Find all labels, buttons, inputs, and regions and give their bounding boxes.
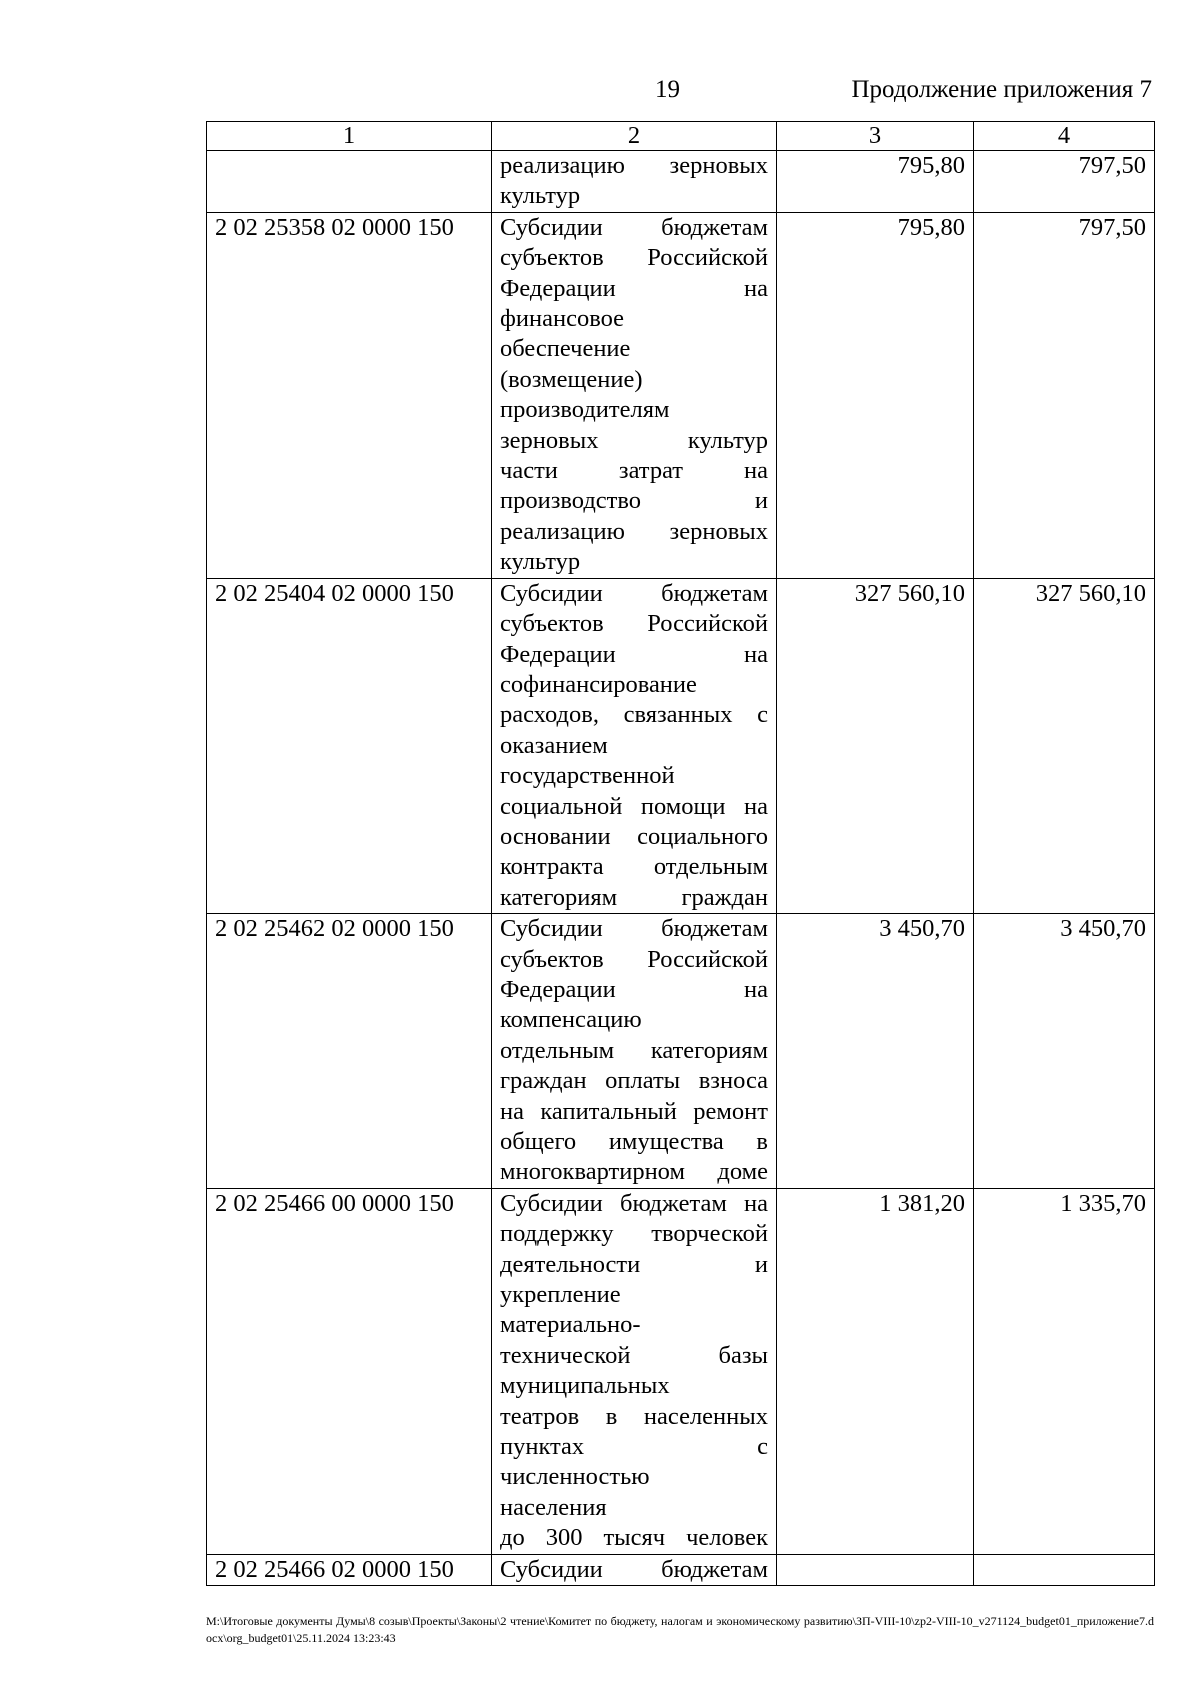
amount-col3-cell [777,1554,974,1585]
description-line: производство и [500,487,768,515]
description-line: на капитальный ремонт [500,1097,768,1125]
description-line: Федерации на [500,975,768,1003]
description-line: контракта отдельным [500,853,768,881]
amount-col4-cell: 327 560,10 [974,578,1155,913]
amount-col3-cell: 327 560,10 [777,578,974,913]
description-cell [492,1188,777,1554]
description-line: пунктах с [500,1433,768,1461]
description-line: расходов, связанных с [500,701,768,729]
amount-col4-cell: 1 335,70 [974,1188,1155,1554]
description-line: оказанием [500,731,608,759]
description-line: субъектов Российской [500,244,768,272]
amount-col4-cell [974,1554,1155,1585]
description-line: зерновых культур [500,426,768,454]
description-line: численностью [500,1463,650,1491]
amount-col4-cell: 797,50 [974,151,1155,213]
description-line: компенсацию [500,1006,642,1034]
description-line: Субсидии бюджетам [500,1555,768,1583]
description-line: субъектов Российской [500,610,768,638]
amount-col4-cell: 797,50 [974,212,1155,578]
table-row [207,212,1155,578]
description-line: населения [500,1493,607,1521]
description-line: части затрат на [500,457,768,485]
description-line: (возмещение) [500,365,643,393]
budget-code-cell: 2 02 25404 02 0000 150 [207,578,492,913]
description-line: производителям [500,396,670,424]
budget-code-cell: 2 02 25466 00 0000 150 [207,1188,492,1554]
table-header-row [207,122,1155,151]
description-line: софинансирование [500,670,697,698]
description-line: поддержку творческой [500,1220,768,1248]
description-line: Федерации на [500,640,768,668]
document-path-footer: M:\Итоговые документы Думы\8 созыв\Проекты\Законы\2 чтение\Комитет по бюджету, налогам и экономическому развитию\ЗП-VIII-10\zp2-VIII-10_v271124_budget01_приложение7.docx\org_budget01\25.11.2024 13:23:43 [206,1614,1154,1645]
table-body [207,151,1155,1586]
table-row [207,578,1155,913]
description-line: Субсидии бюджетам [500,915,768,943]
table-row [207,914,1155,1189]
column-header-4: 4 [974,122,1155,151]
amount-col3-cell: 1 381,20 [777,1188,974,1554]
description-line: муниципальных [500,1372,670,1400]
description-line: театров в населенных [500,1402,768,1430]
column-header-2: 2 [492,122,777,151]
description-line: основании социального [500,822,768,850]
amount-col4-cell: 3 450,70 [974,914,1155,1189]
description-line: до 300 тысяч человек [500,1524,768,1552]
amount-col3-cell: 3 450,70 [777,914,974,1189]
description-line: граждан оплаты взноса [500,1067,768,1095]
table-row [207,1188,1155,1554]
description-line: культур [500,182,581,210]
description-line: Субсидии бюджетам на [500,1189,768,1217]
continuation-title: Продолжение приложения 7 [851,76,1152,103]
page-number: 19 [655,76,680,103]
budget-code-cell: 2 02 25358 02 0000 150 [207,212,492,578]
budget-table [206,121,1155,1586]
description-line: финансовое [500,305,625,333]
description-line: субъектов Российской [500,945,768,973]
description-cell [492,212,777,578]
description-cell [492,578,777,913]
description-line: укрепление [500,1281,621,1309]
description-line: технической базы [500,1341,768,1369]
description-line: культур [500,548,581,576]
description-line: отдельным категориям [500,1036,768,1064]
column-header-3: 3 [777,122,974,151]
description-cell [492,1554,777,1585]
table-row [207,151,1155,213]
description-line: категориям граждан [500,883,768,911]
amount-col3-cell: 795,80 [777,151,974,213]
budget-code-cell: 2 02 25466 02 0000 150 [207,1554,492,1585]
description-line: многоквартирном доме [500,1158,768,1186]
description-line: материально- [500,1311,641,1339]
budget-code-cell: 2 02 25462 02 0000 150 [207,914,492,1189]
description-cell [492,914,777,1189]
description-line: реализацию зерновых [500,517,768,545]
description-line: государственной [500,762,675,790]
description-line: деятельности и [500,1250,768,1278]
description-cell [492,151,777,213]
description-line: социальной помощи на [500,792,768,820]
budget-code-cell [207,151,492,213]
column-header-1: 1 [207,122,492,151]
description-line: реализацию зерновых [500,152,768,179]
description-line: Федерации на [500,274,768,302]
description-line: Субсидии бюджетам [500,213,768,241]
description-line: обеспечение [500,335,631,363]
description-line: Субсидии бюджетам [500,579,768,607]
amount-col3-cell: 795,80 [777,212,974,578]
description-line: общего имущества в [500,1128,768,1155]
table-row [207,1554,1155,1585]
